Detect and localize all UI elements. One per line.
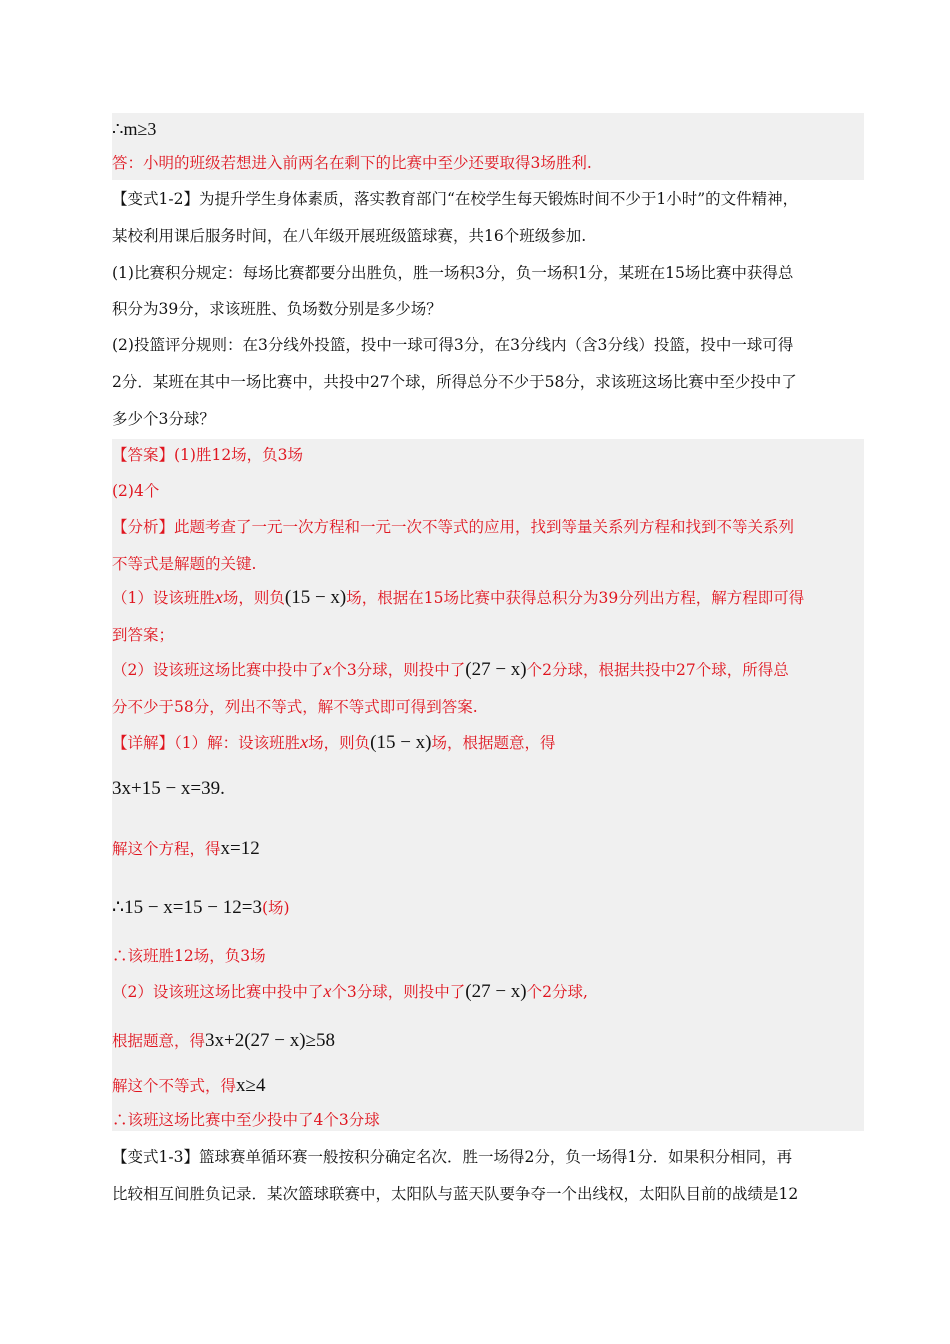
analysis-line1: 【分析】此题考查了一元一次方程和一元一次不等式的应用，找到等量关系列方程和找到不等关系列 [112,518,795,536]
problem-1-3-line1: 【变式1-3】篮球赛单循环赛一般按积分确定名次．胜一场得2分，负一场得1分．如果积分相同，再 [112,1148,793,1166]
problem-1-2-q1-line1: (1)比赛积分规定：每场比赛都要分出胜负，胜一场积3分，负一场积1分，某班在15场比赛中获得总 [112,264,794,282]
part2-setup: （2）设该班这场比赛中投中了x个3分球，则投中了(27 − x)个2分球, [112,981,588,1002]
conclusion-math: ∴m≥3 [112,119,157,139]
analysis-part1-line2: 到答案； [112,626,175,644]
problem-1-2-q1-line2: 积分为39分，求该班胜、负场数分别是多少场？ [112,300,442,318]
analysis-part2-line2: 分不少于58分，列出不等式，解不等式即可得到答案. [112,698,478,716]
problem-1-2-q2-line2: 2分．某班在其中一场比赛中，共投中27个球，所得总分不少于58分，求该班这场比赛中至少投中了 [112,373,797,391]
problem-1-2-q2-line1: (2)投篮评分规则：在3分线外投篮，投中一球可得3分，在3分线内（含3分线）投篮，投中一球可得 [112,336,794,354]
analysis-line2: 不等式是解题的关键. [112,555,257,573]
problem-1-2-line2: 某校利用课后服务时间，在八年级开展班级篮球赛，共16个班级参加. [112,227,587,245]
analysis-part2-line1: （2）设该班这场比赛中投中了x个3分球，则投中了(27 − x)个2分球，根据共投中27个球，所得总 [112,659,789,680]
answer-line1: 【答案】(1)胜12场，负3场 [112,446,304,464]
result-1: ∴该班胜12场，负3场 [112,947,266,965]
problem-1-2-q2-line3: 多少个3分球？ [112,410,215,428]
problem-1-2-line1: 【变式1-2】为提升学生身体素质，落实教育部门“在校学生每天锻炼时间不少于1小时”的文件精神， [112,190,799,208]
equation-2: ∴15 − x=15 − 12=3(场) [112,897,290,918]
equation-1: 3x+15 − x=39. [112,778,225,799]
problem-1-3-line2: 比较相互间胜负记录．某次篮球联赛中，太阳队与蓝天队要争夺一个出线权，太阳队目前的战绩是12 [112,1185,799,1203]
answer-line2: (2)4个 [112,482,160,500]
inequality-line: 根据题意，得3x+2(27 − x)≥58 [112,1030,336,1051]
solve-line-2: 解这个不等式，得x≥4 [112,1075,266,1096]
result-2: ∴该班这场比赛中至少投中了4个3分球 [112,1111,380,1129]
detail-line1: 【详解】（1）解：设该班胜x场，则负(15 − x)场，根据题意，得 [112,732,556,753]
top-answer: 答：小明的班级若想进入前两名在剩下的比赛中至少还要取得3场胜利. [112,154,592,172]
analysis-part1-line1: （1）设该班胜x场，则负(15 − x)场，根据在15场比赛中获得总积分为39分列出方程，解方程即可得 [112,587,805,608]
solve-line-1: 解这个方程，得x=12 [112,838,260,859]
